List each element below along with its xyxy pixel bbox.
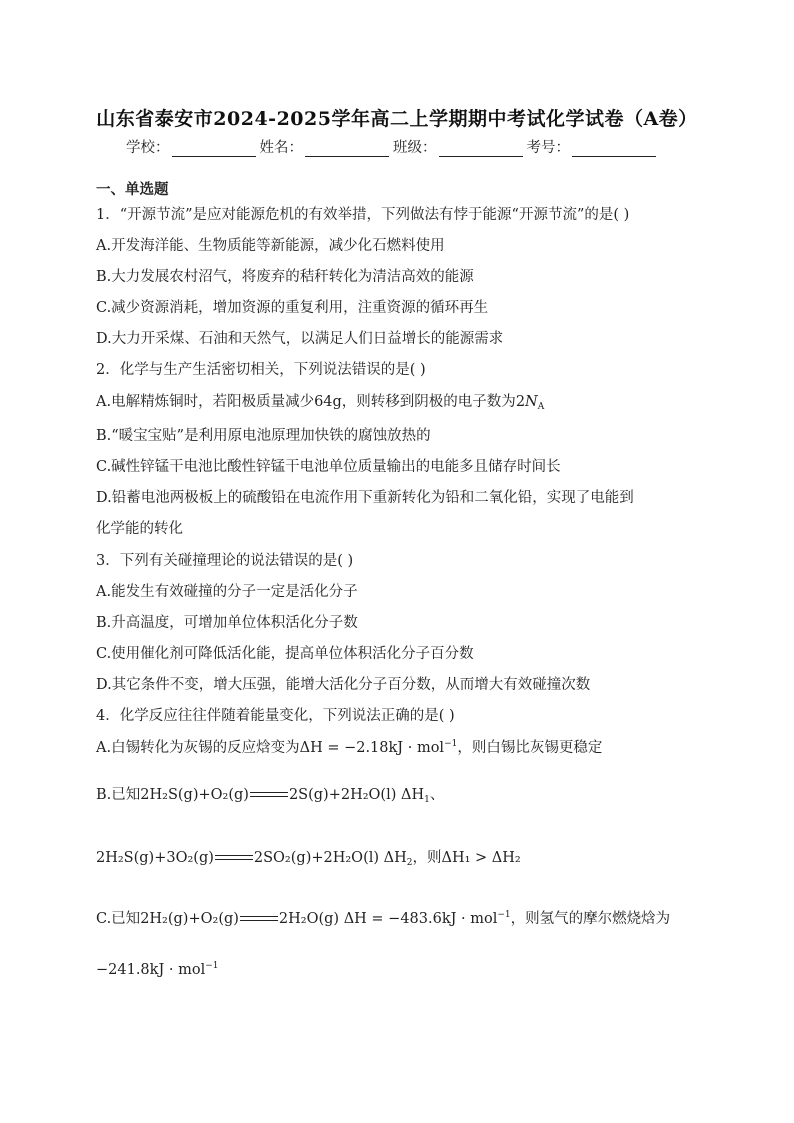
name-field[interactable]	[305, 142, 389, 157]
school-label: 学校：	[126, 140, 170, 156]
q1-option-a[interactable]: A.开发海洋能、生物质能等新能源，减少化石燃料使用	[96, 238, 445, 254]
q1-stem: 1．“开源节流”是应对能源危机的有效举措，下列做法有悖于能源“开源节流”的是( )	[96, 207, 630, 223]
equals-arrow-icon	[250, 790, 288, 800]
q4-b-equation-2: 2H₂S(g)+3O₂(g) 2SO₂(g)+2H₂O(l) $\Delta H_2$	[96, 850, 413, 868]
name-label: 姓名：	[259, 140, 303, 156]
q2-option-a-formula: $2N_A$	[515, 394, 545, 412]
q4-b-comparison: ΔH₁ > ΔH₂	[441, 850, 521, 866]
q2-option-b[interactable]: B.“暖宝宝贴”是利用原电池原理加快铁的腐蚀放热的	[96, 428, 431, 444]
q3-option-c[interactable]: C.使用催化剂可降低活化能，提高单位体积活化分子百分数	[96, 646, 474, 662]
q3-option-a[interactable]: A.能发生有效碰撞的分子一定是活化分子	[96, 584, 358, 600]
q3-option-d[interactable]: D.其它条件不变，增大压强，能增大活化分子百分数，从而增大有效碰撞次数	[96, 677, 591, 693]
student-info-row	[126, 136, 660, 157]
q4-option-a[interactable]: A.白锡转化为灰锡的反应焓变为ΔH = −2.18kJ · mol$^{-1}$，则白锡比灰锡更稳定	[96, 739, 603, 756]
q1-option-b[interactable]: B.大力发展农村沼气，将废弃的秸秆转化为清洁高效的能源	[96, 269, 474, 285]
q3-stem: 3．下列有关碰撞理论的说法错误的是( )	[96, 553, 354, 569]
q2-stem: 2．化学与生产生活密切相关，下列说法错误的是( )	[96, 362, 426, 378]
exam-no-label: 考号：	[526, 140, 570, 156]
section-heading: 一、单选题	[96, 181, 169, 198]
school-field[interactable]	[172, 142, 256, 157]
q3-option-b[interactable]: B.升高温度，可增加单位体积活化分子数	[96, 615, 358, 631]
q4-c-equation: 2H₂(g)+O₂(g) 2H₂O(g) ΔH = −483.6kJ · mol$^{-1}$	[140, 910, 511, 927]
q2-option-d-continued: 化学能的转化	[96, 521, 183, 537]
q1-option-d[interactable]: D.大力开采煤、石油和天然气，以满足人们日益增长的能源需求	[96, 331, 504, 347]
q4-option-b-continued: 2H₂S(g)+3O₂(g) 2SO₂(g)+2H₂O(l) $\Delta H_2$，则ΔH₁ > ΔH₂	[96, 850, 521, 868]
equals-arrow-icon	[215, 853, 253, 863]
q4-option-c[interactable]: C.已知2H₂(g)+O₂(g) 2H₂O(g) ΔH = −483.6kJ · mol$^{-1}$，则氢气的摩尔燃烧焓为	[96, 910, 671, 927]
q2-option-c[interactable]: C.碱性锌锰干电池比酸性锌锰干电池单位质量输出的电能多且储存时间长	[96, 459, 561, 475]
exam-no-field[interactable]	[572, 142, 656, 157]
class-label: 班级：	[393, 140, 437, 156]
q4-c-value: −241.8kJ · mol	[96, 962, 206, 978]
equals-arrow-icon	[240, 914, 278, 924]
class-field[interactable]	[439, 142, 523, 157]
q4-stem: 4．化学反应往往伴随着能量变化，下列说法正确的是( )	[96, 708, 455, 724]
q4-b-equation-1: 2H₂S(g)+O₂(g) 2S(g)+2H₂O(l) $\Delta H_1$	[140, 787, 430, 805]
q4-option-b[interactable]: B.已知2H₂S(g)+O₂(g) 2S(g)+2H₂O(l) $\Delta H_1$、	[96, 787, 445, 805]
q1-option-c[interactable]: C.减少资源消耗，增加资源的重复利用，注重资源的循环再生	[96, 300, 489, 316]
q2-option-a[interactable]	[96, 392, 544, 412]
page-title: 山东省泰安市2024-2025学年高二上学期期中考试化学试卷（A卷）	[96, 108, 698, 130]
q4-option-c-continued: −241.8kJ · mol$^{-1}$	[96, 961, 219, 978]
q4-a-enthalpy: ΔH = −2.18kJ · mol	[299, 740, 445, 756]
q2-option-d[interactable]: D.铅蓄电池两极板上的硫酸铅在电流作用下重新转化为铅和二氧化铅，实现了电能到	[96, 490, 634, 506]
q2-option-a-text: A.电解精炼铜时，若阳极质量减少64g，则转移到阴极的电子数为	[96, 394, 516, 410]
